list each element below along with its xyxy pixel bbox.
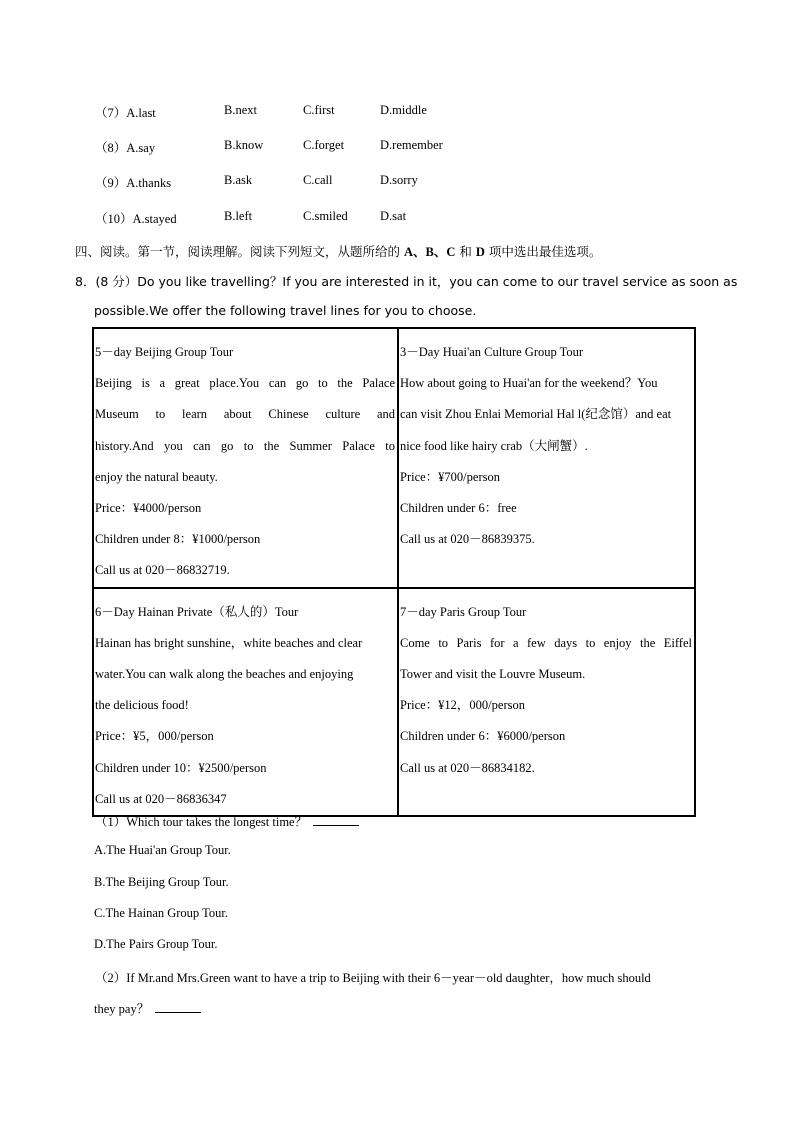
tour-desc: water.You can walk along the beaches and enjoying	[95, 667, 354, 682]
sub-question-2: （2）If Mr.and Mrs.Green want to have a trip to Beijing with their 6－year－old daughter，how much should	[95, 971, 651, 985]
tour-children-price: Children under 6：¥6000/person	[400, 729, 566, 744]
answer-blank[interactable]	[155, 1000, 201, 1013]
choice-b: B.The Beijing Group Tour.	[94, 875, 229, 889]
option-b: B.ask	[224, 173, 253, 187]
tour-desc: Hainan has bright sunshine，white beaches and clear	[95, 635, 363, 650]
option-d: D.remember	[380, 138, 443, 152]
tour-desc: Come to Paris for a few days to enjoy the Eiffel	[400, 635, 692, 650]
option-c: C.smiled	[303, 209, 348, 223]
option-b: B.next	[224, 103, 257, 117]
tour-children-price: Children under 6：free	[400, 501, 517, 516]
tour-cell-beijing	[93, 328, 398, 588]
tour-desc: Tower and visit the Louvre Museum.	[400, 667, 586, 682]
option-c: C.first	[303, 103, 335, 117]
tour-phone: Call us at 020－86836347	[95, 791, 227, 806]
option-d: D.middle	[380, 103, 427, 117]
question-8-intro-cont: possible.We offer the following travel lines for you to choose.	[94, 303, 477, 318]
sub-question-2-cont: they pay？	[94, 999, 201, 1017]
tour-cell-huaian	[398, 328, 695, 588]
tour-desc: the delicious food!	[95, 698, 189, 713]
option-a: （8）A.say	[95, 141, 156, 155]
tour-desc: nice food like hairy crab（大闸蟹）.	[400, 438, 588, 453]
option-b: B.know	[224, 138, 264, 152]
tour-children-price: Children under 8：¥1000/person	[95, 532, 261, 547]
sub-question-1: （1）Which tour takes the longest time？	[95, 812, 359, 830]
tour-phone: Call us at 020－86839375.	[400, 532, 535, 547]
tour-cell-hainan	[93, 588, 398, 816]
section-heading: 四、阅读。第一节，阅读理解。阅读下列短文，从题所给的 A、B、C 和 D 项中选出最佳选项。	[75, 244, 602, 259]
choice-c: C.The Hainan Group Tour.	[94, 906, 228, 920]
option-d: D.sat	[380, 209, 407, 223]
tour-title: 5－day Beijing Group Tour	[95, 345, 234, 359]
tour-desc: enjoy the natural beauty.	[95, 469, 218, 484]
option-c: C.call	[303, 173, 333, 187]
tour-cell-paris	[398, 588, 695, 816]
answer-blank[interactable]	[313, 813, 359, 826]
option-a: （10）A.stayed	[95, 212, 177, 226]
option-d: D.sorry	[380, 173, 418, 187]
option-a: （9）A.thanks	[95, 176, 172, 190]
tour-price: Price：¥12，000/person	[400, 698, 525, 713]
option-b: B.left	[224, 209, 253, 223]
tour-title: 3－Day Huai'an Culture Group Tour	[400, 345, 584, 359]
tours-table	[92, 327, 696, 817]
tour-desc: can visit Zhou Enlai Memorial Hal l(纪念馆）and eat	[400, 407, 672, 422]
tour-title: 6－Day Hainan Private（私人的）Tour	[95, 604, 299, 619]
tour-children-price: Children under 10：¥2500/person	[95, 760, 267, 775]
choice-d: D.The Pairs Group Tour.	[94, 937, 218, 951]
tour-desc: How about going to Huai'an for the weekend？You	[400, 376, 658, 391]
tour-price: Price：¥4000/person	[95, 501, 202, 516]
tour-desc: Beijing is a great place.You can go to the Palace	[95, 376, 395, 391]
tour-phone: Call us at 020－86834182.	[400, 760, 535, 775]
tour-desc: Museum to learn about Chinese culture and	[95, 407, 395, 422]
question-8-intro: 8．(8 分）Do you like travelling？If you are interested in it，you can come to our travel service as soon as	[75, 274, 738, 289]
tour-phone: Call us at 020－86832719.	[95, 563, 230, 578]
tour-price: Price：¥5，000/person	[95, 729, 214, 744]
choice-a: A.The Huai'an Group Tour.	[94, 843, 231, 857]
tour-title: 7－day Paris Group Tour	[400, 604, 527, 619]
tour-price: Price：¥700/person	[400, 469, 500, 484]
option-a: （7）A.last	[95, 106, 156, 120]
tour-desc: history.And you can go to the Summer Palace to	[95, 438, 395, 453]
option-c: C.forget	[303, 138, 345, 152]
